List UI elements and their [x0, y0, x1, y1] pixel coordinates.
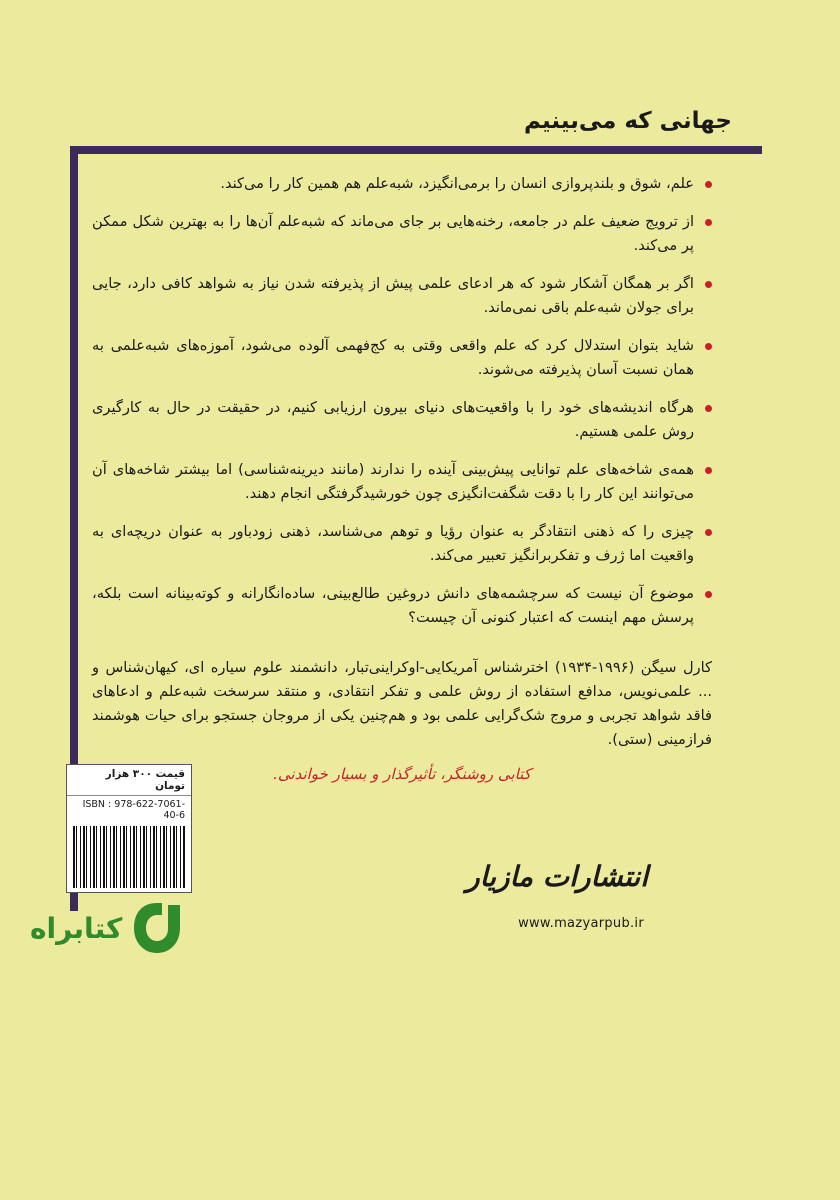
bullet-dot-icon [705, 219, 712, 226]
publisher-logo: انتشارات مازیار [466, 860, 648, 893]
watermark-text: کتابراه [30, 911, 123, 945]
quote-item [92, 334, 712, 382]
frame-top-bar [70, 146, 762, 154]
quote-text: هرگاه اندیشه‌های خود را با واقعیت‌های دنیای بیرون ارزیابی کنیم، در حقیقت در حال به کارگیری روش علمی هستیم. [92, 399, 694, 440]
tagline: کتابی روشنگر، تأثیرگذار و بسیار خواندنی. [273, 765, 531, 783]
publisher-website: www.mazyarpub.ir [518, 916, 644, 931]
bullet-dot-icon [705, 181, 712, 188]
quote-text: موضوع آن نیست که سرچشمه‌های دانش دروغین طالع‌بینی، ساده‌انگارانه و کوته‌بینانه است بلکه، پرسش مهم اینست که اعتبار کنونی آن چیست؟ [92, 585, 694, 626]
quote-text: شاید بتوان استدلال کرد که علم واقعی وقتی به کج‌فهمی آلوده می‌شود، آموزه‌های شبه‌علمی به همان نسبت آسان پذیرفته می‌شوند. [92, 337, 694, 378]
quote-item [92, 272, 712, 320]
price-isbn-box [66, 764, 192, 893]
bullet-dot-icon [705, 591, 712, 598]
ketabrah-logo-icon [128, 899, 186, 957]
barcode-icon [73, 826, 185, 888]
isbn-label: ISBN : 978-622-7061-40-6 [82, 799, 185, 821]
bullet-dot-icon [705, 467, 712, 474]
quote-text: علم، شوق و بلندپروازی انسان را برمی‌انگیزد، شبه‌علم هم همین کار را می‌کند. [220, 175, 694, 192]
quote-item [92, 520, 712, 568]
bullet-dot-icon [705, 281, 712, 288]
bullet-dot-icon [705, 343, 712, 350]
bullet-dot-icon [705, 529, 712, 536]
price-label: قیمت ۳۰۰ هزار تومان [67, 765, 191, 796]
quote-text: چیزی را که ذهنی انتقادگر به عنوان رؤیا و توهم می‌شناسد، ذهنی زودباور به عنوان دریچه‌ای به واقعیت اما ژرف و تفکربرانگیز تعبیر می‌کند. [92, 523, 694, 564]
author-bio: کارل سیگن (۱۹۹۶-۱۹۳۴) اخترشناس آمریکایی-اوکراینی‌تبار، دانشمند علوم سیاره ای، کیهان‌شناس و ... علمی‌نویس، مدافع استفاده از روش علمی و تفکر انتقادی، و منتقد سرسخت شبه‌علم و ادعاهای فاقد شواهد تجربی و مروج شک‌گرایی علمی بود و هم‌چنین یکی از مروجان جستجو برای حیات هوشمند فرازمینی (ستی). [92, 659, 713, 748]
quote-item [92, 458, 712, 506]
quote-item [92, 172, 712, 196]
quote-item [92, 396, 712, 444]
quote-text: اگر بر همگان آشکار شود که هر ادعای علمی پیش از پذیرفته شدن نیاز به شواهد کافی دارد، جایی برای جولان شبه‌علم باقی نمی‌ماند. [92, 275, 694, 316]
ketabrah-watermark [30, 900, 186, 956]
quote-list [92, 172, 712, 630]
quote-text: همه‌ی شاخه‌های علم توانایی پیش‌بینی آینده را ندارند (مانند دیرینه‌شناسی) اما بیشتر شاخه‌های آن می‌توانند این کار را با دقت شگفت‌انگیزی چون خورشیدگرفتگی انجام دهند. [92, 461, 694, 502]
content-area [92, 172, 712, 786]
back-cover-title: جهانی که می‌بینیم [524, 108, 732, 134]
quote-text: از ترویج ضعیف علم در جامعه، رخنه‌هایی بر جای می‌ماند که شبه‌علم آن‌ها را به بهترین شکل ممکن پر می‌کند. [92, 213, 694, 254]
quote-item [92, 582, 712, 630]
bullet-dot-icon [705, 405, 712, 412]
quote-item [92, 210, 712, 258]
